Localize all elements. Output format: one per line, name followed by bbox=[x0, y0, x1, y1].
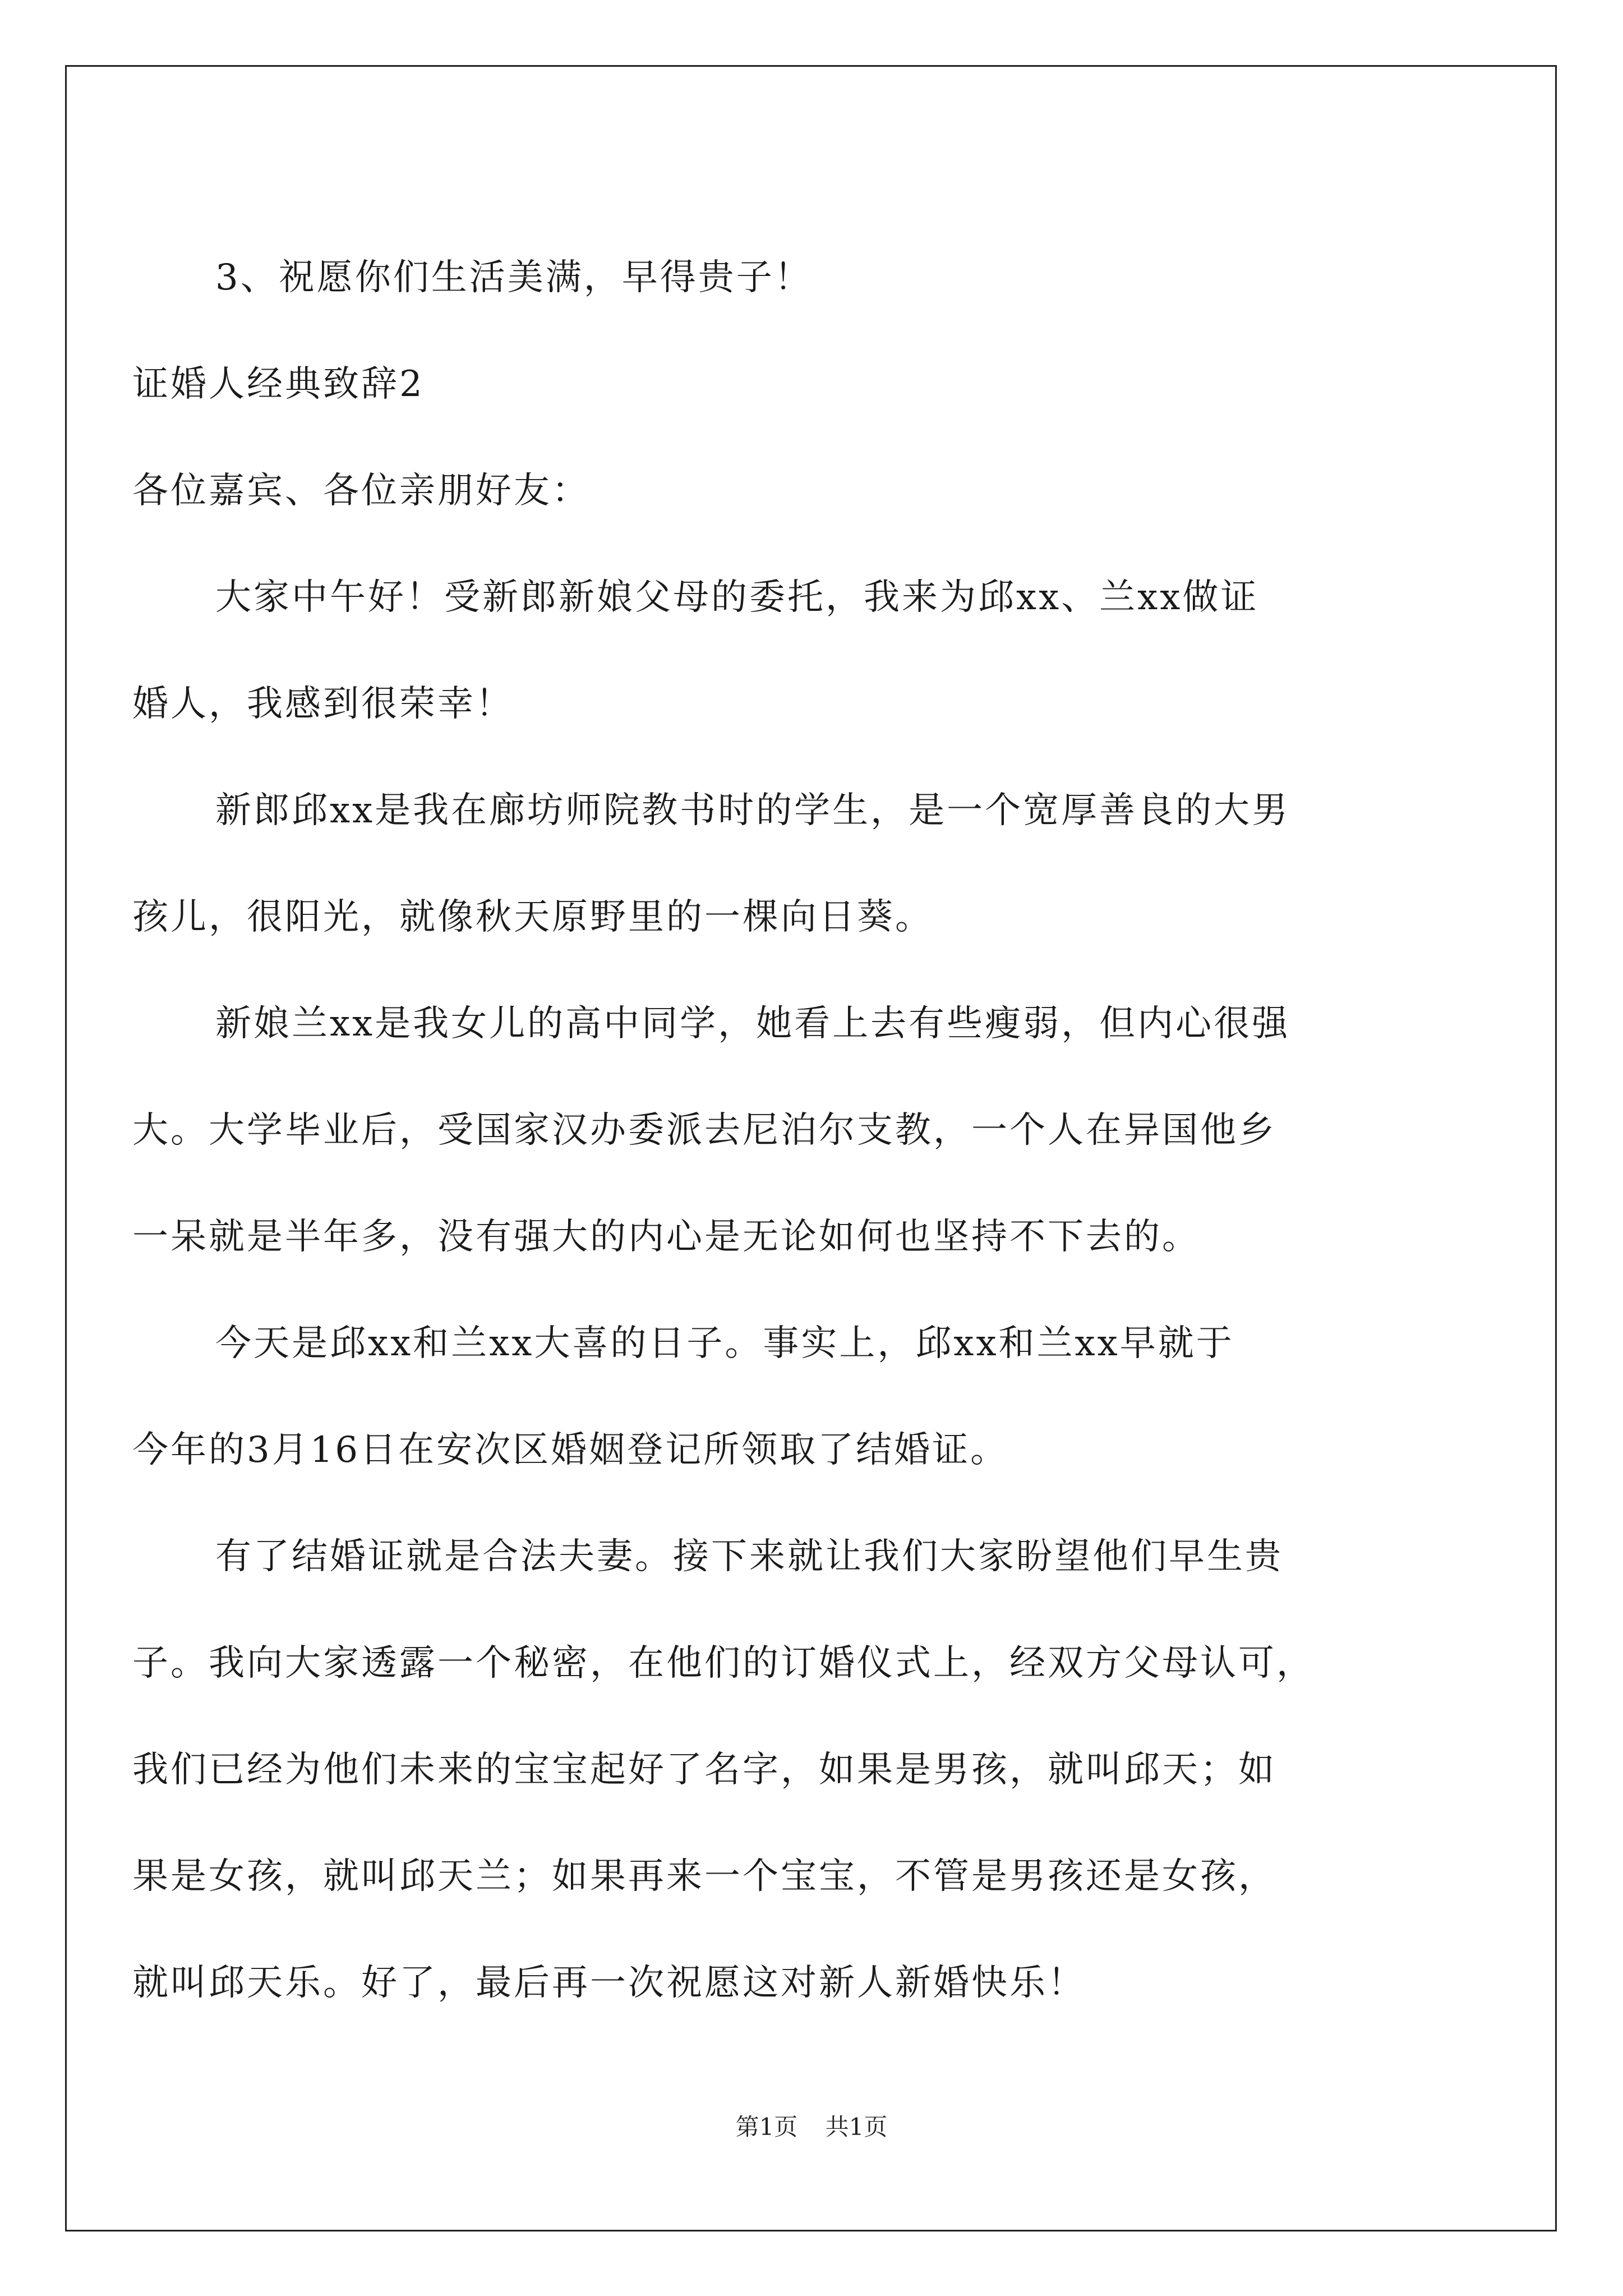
text-line: 一呆就是半年多，没有强大的内心是无论如何也坚持不下去的。 bbox=[132, 1216, 1200, 1258]
text-line: 今年的3月16日在安次区婚姻登记所领取了结婚证。 bbox=[132, 1429, 1009, 1471]
salutation-text: 各位嘉宾、各位亲朋好友： bbox=[132, 470, 590, 512]
text-line: 婚人，我感到很荣幸！ bbox=[132, 683, 514, 725]
salutation bbox=[132, 438, 1439, 544]
page-total: 共1页 bbox=[825, 2113, 888, 2141]
text-line: 大。大学毕业后，受国家汉办委派去尼泊尔支教，一个人在异国他乡 bbox=[132, 1110, 1276, 1151]
text-line: 今天是邱xx和兰xx大喜的日子。事实上，邱xx和兰xx早就于 bbox=[215, 1323, 1234, 1364]
paragraph-wedding-day bbox=[132, 1290, 1439, 1503]
text-line: 有了结婚证就是合法夫妻。接下来就让我们大家盼望他们早生贵 bbox=[215, 1536, 1283, 1577]
text-line: 3、祝愿你们生活美满，早得贵子！ bbox=[215, 257, 813, 298]
text-line: 就叫邱天乐。好了，最后再一次祝愿这对新人新婚快乐！ bbox=[132, 1962, 1086, 2004]
paragraph-closing bbox=[132, 1503, 1439, 2036]
text-line: 子。我向大家透露一个秘密，在他们的订婚仪式上，经双方父母认可， bbox=[132, 1642, 1315, 1684]
paragraph-greeting bbox=[132, 544, 1439, 757]
paragraph-bride bbox=[132, 970, 1439, 1290]
text-line: 孩儿，很阳光，就像秋天原野里的一棵向日葵。 bbox=[132, 896, 933, 938]
text-line: 果是女孩，就叫邱天兰；如果再来一个宝宝，不管是男孩还是女孩， bbox=[132, 1856, 1276, 1897]
text-line: 新娘兰xx是我女儿的高中同学，她看上去有些瘦弱，但内心很强 bbox=[215, 1003, 1290, 1045]
page-footer bbox=[0, 2110, 1623, 2144]
text-line: 新郎邱xx是我在廊坊师院教书时的学生，是一个宽厚善良的大男 bbox=[215, 790, 1290, 831]
text-line: 大家中午好！受新郎新娘父母的委托，我来为邱xx、兰xx做证 bbox=[215, 577, 1259, 618]
paragraph-groom bbox=[132, 757, 1439, 970]
document-body bbox=[132, 224, 1439, 2036]
heading-text: 证婚人经典致辞2 bbox=[132, 364, 425, 405]
section-title bbox=[132, 331, 1439, 438]
text-line: 我们已经为他们未来的宝宝起好了名字，如果是男孩，就叫邱天；如 bbox=[132, 1749, 1276, 1791]
blessing-line bbox=[132, 224, 1439, 331]
page-number: 第1页 bbox=[735, 2113, 798, 2141]
